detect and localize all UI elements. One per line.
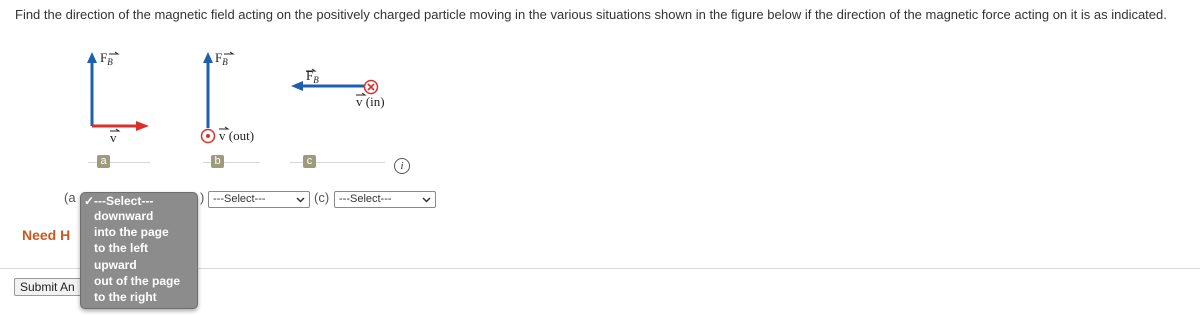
- figure-a-badge: a: [97, 155, 110, 168]
- info-icon[interactable]: i: [394, 158, 410, 174]
- chevron-down-icon: [422, 195, 431, 204]
- velocity-label-c: v (in): [356, 94, 385, 109]
- velocity-label-b: v (out): [219, 128, 255, 143]
- force-vector-mark-c: [305, 68, 317, 73]
- select-b[interactable]: ---Select---: [208, 191, 310, 208]
- option-to-the-left[interactable]: to the left: [94, 241, 148, 255]
- option-downward[interactable]: downward: [94, 209, 154, 223]
- need-help-label: Need H: [22, 227, 71, 243]
- force-arrowhead-b: [203, 52, 213, 63]
- velocity-vector-mark-c: [355, 92, 367, 97]
- force-arrowhead-a: [87, 52, 97, 63]
- answer-a-prefix: (a: [64, 190, 76, 205]
- chevron-down-icon: [296, 195, 305, 204]
- answer-b-prefix: ): [200, 190, 205, 205]
- select-a-dropdown-menu[interactable]: [80, 192, 198, 309]
- dot-out-icon: [200, 128, 216, 144]
- force-label-a: $F_B$: [100, 50, 113, 67]
- velocity-label-a: v: [110, 130, 117, 145]
- force-label-c: $F_B$: [306, 68, 319, 85]
- force-label-b: $F_B$: [215, 50, 228, 67]
- option-to-the-right[interactable]: to the right: [94, 290, 157, 304]
- option-into-the-page[interactable]: into the page: [94, 225, 169, 239]
- option-upward[interactable]: upward: [94, 258, 137, 272]
- option-select[interactable]: ---Select---: [94, 194, 154, 208]
- option-out-of-the-page[interactable]: out of the page: [94, 274, 180, 288]
- question-text: Find the direction of the magnetic field acting on the positively charged particle moving in the various situations shown in the figure below if the direction of the magnetic force acting on it is as indicated.: [15, 7, 1167, 22]
- figure-c-badge: c: [303, 155, 316, 168]
- velocity-vector-mark-b: [218, 126, 230, 131]
- submit-answer-button[interactable]: Submit An: [14, 278, 94, 296]
- checkmark-icon: ✓: [84, 194, 95, 208]
- select-c[interactable]: ---Select---: [334, 191, 436, 208]
- force-arrowhead-c: [291, 81, 303, 91]
- figure-b-badge: b: [211, 155, 224, 168]
- velocity-vector-mark-a: [109, 128, 121, 133]
- force-vector-mark-b: [223, 51, 235, 56]
- figure-a-arrows: [85, 48, 155, 140]
- force-vector-mark-a: [108, 51, 120, 56]
- answer-c-prefix: (c): [314, 190, 330, 205]
- velocity-arrowhead-a: [136, 121, 149, 131]
